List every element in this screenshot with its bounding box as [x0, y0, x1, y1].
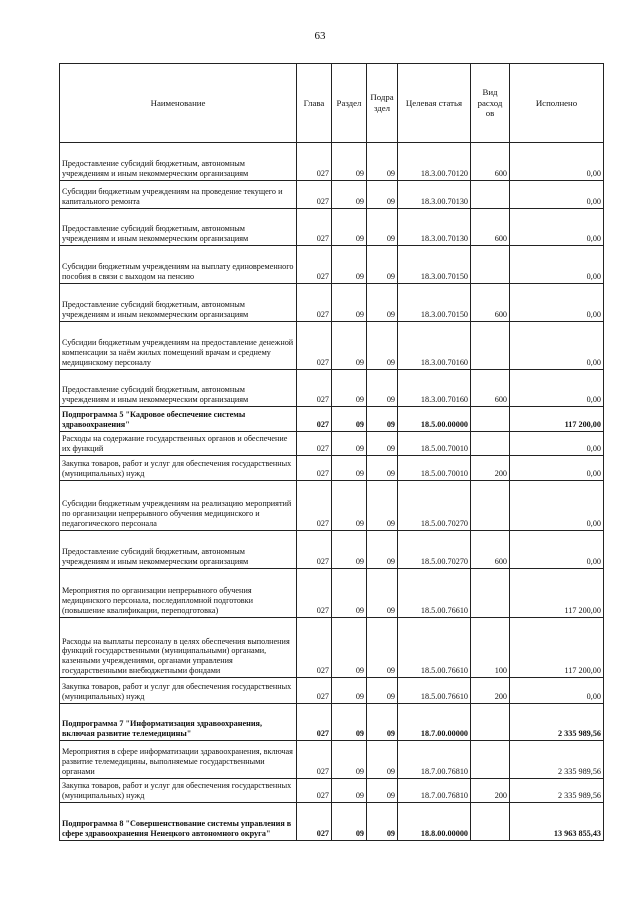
- cell-name: Предоставление субсидий бюджетным, автономным учреждениям и иным некоммерческим организациям: [60, 209, 297, 246]
- cell-vid: 600: [471, 209, 510, 246]
- cell-article: 18.5.00.70010: [398, 456, 471, 481]
- table-row: [60, 407, 604, 432]
- cell-podrazdel: 09: [367, 284, 398, 322]
- cell-vid: 600: [471, 370, 510, 407]
- cell-glava: 027: [297, 741, 332, 779]
- cell-glava: 027: [297, 531, 332, 569]
- cell-razdel: 09: [332, 284, 367, 322]
- cell-razdel: 09: [332, 569, 367, 618]
- table-row: [60, 704, 604, 741]
- table-row: [60, 246, 604, 284]
- cell-name: Закупка товаров, работ и услуг для обеспечения государственных (муниципальных) нужд: [60, 678, 297, 704]
- cell-podrazdel: 09: [367, 432, 398, 456]
- cell-razdel: 09: [332, 779, 367, 803]
- budget-table: [59, 63, 604, 841]
- cell-razdel: 09: [332, 209, 367, 246]
- cell-article: 18.5.00.70270: [398, 531, 471, 569]
- cell-vid: [471, 741, 510, 779]
- cell-podrazdel: 09: [367, 531, 398, 569]
- cell-razdel: 09: [332, 432, 367, 456]
- cell-amount: 117 200,00: [510, 407, 604, 432]
- cell-vid: [471, 322, 510, 370]
- cell-glava: 027: [297, 704, 332, 741]
- cell-glava: 027: [297, 432, 332, 456]
- cell-vid: [471, 181, 510, 209]
- table-row: [60, 803, 604, 841]
- cell-article: 18.3.00.70130: [398, 181, 471, 209]
- cell-article: 18.5.00.70270: [398, 481, 471, 531]
- cell-name: Расходы на содержание государственных органов и обеспечение их функций: [60, 432, 297, 456]
- cell-name: Предоставление субсидий бюджетным, автономным учреждениям и иным некоммерческим организациям: [60, 531, 297, 569]
- cell-name: Предоставление субсидий бюджетным, автономным учреждениям и иным некоммерческим организациям: [60, 284, 297, 322]
- cell-podrazdel: 09: [367, 741, 398, 779]
- cell-vid: [471, 803, 510, 841]
- cell-vid: 200: [471, 456, 510, 481]
- cell-vid: [471, 481, 510, 531]
- cell-vid: 600: [471, 284, 510, 322]
- cell-podrazdel: 09: [367, 678, 398, 704]
- cell-podrazdel: 09: [367, 704, 398, 741]
- cell-name: Субсидии бюджетным учреждениям на предоставление денежной компенсации за наём жилых помещений врачам и среднему медицинскому персоналу: [60, 322, 297, 370]
- table-row: [60, 456, 604, 481]
- cell-name: Закупка товаров, работ и услуг для обеспечения государственных (муниципальных) нужд: [60, 456, 297, 481]
- table-row: [60, 618, 604, 678]
- cell-article: 18.5.00.76610: [398, 569, 471, 618]
- cell-vid: 600: [471, 531, 510, 569]
- cell-razdel: 09: [332, 531, 367, 569]
- page-number: 63: [314, 30, 326, 42]
- cell-vid: 200: [471, 779, 510, 803]
- cell-amount: 2 335 989,56: [510, 779, 604, 803]
- cell-amount: 117 200,00: [510, 569, 604, 618]
- cell-amount: 0,00: [510, 432, 604, 456]
- cell-razdel: 09: [332, 741, 367, 779]
- cell-razdel: 09: [332, 803, 367, 841]
- cell-article: 18.7.00.76810: [398, 741, 471, 779]
- cell-razdel: 09: [332, 246, 367, 284]
- cell-name: Подпрограмма 8 "Совершенствование системы управления в сфере здравоохранения Ненецкого автономного округа": [60, 803, 297, 841]
- cell-glava: 027: [297, 246, 332, 284]
- cell-article: 18.3.00.70150: [398, 284, 471, 322]
- cell-glava: 027: [297, 481, 332, 531]
- cell-article: 18.3.00.70130: [398, 209, 471, 246]
- cell-vid: [471, 704, 510, 741]
- cell-amount: 0,00: [510, 531, 604, 569]
- cell-glava: 027: [297, 569, 332, 618]
- cell-vid: 200: [471, 678, 510, 704]
- cell-glava: 027: [297, 322, 332, 370]
- cell-article: 18.5.00.00000: [398, 407, 471, 432]
- cell-razdel: 09: [332, 456, 367, 481]
- cell-podrazdel: 09: [367, 481, 398, 531]
- cell-razdel: 09: [332, 407, 367, 432]
- cell-name: Расходы на выплаты персоналу в целях обеспечения выполнения функций государственными (муниципальными) органами, казенными учреждениями, органами управления государственными внебюджетными фондами: [60, 618, 297, 678]
- cell-vid: 600: [471, 143, 510, 181]
- table-row: [60, 678, 604, 704]
- cell-razdel: 09: [332, 143, 367, 181]
- cell-name: Подпрограмма 7 "Информатизация здравоохранения, включая развитие телемедицины": [60, 704, 297, 741]
- cell-name: Субсидии бюджетным учреждениям на проведение текущего и капитального ремонта: [60, 181, 297, 209]
- table-row: [60, 370, 604, 407]
- cell-amount: 0,00: [510, 246, 604, 284]
- cell-amount: 0,00: [510, 143, 604, 181]
- table-row: [60, 779, 604, 803]
- cell-vid: [471, 407, 510, 432]
- cell-podrazdel: 09: [367, 569, 398, 618]
- cell-vid: [471, 246, 510, 284]
- cell-amount: 0,00: [510, 181, 604, 209]
- cell-article: 18.5.00.76610: [398, 678, 471, 704]
- cell-razdel: 09: [332, 481, 367, 531]
- col-header-podrazdel: Подра здел: [367, 64, 398, 143]
- cell-podrazdel: 09: [367, 618, 398, 678]
- cell-razdel: 09: [332, 678, 367, 704]
- table-row: [60, 741, 604, 779]
- cell-amount: 0,00: [510, 481, 604, 531]
- cell-glava: 027: [297, 370, 332, 407]
- cell-razdel: 09: [332, 370, 367, 407]
- table-row: [60, 531, 604, 569]
- cell-amount: 0,00: [510, 456, 604, 481]
- cell-name: Предоставление субсидий бюджетным, автономным учреждениям и иным некоммерческим организациям: [60, 143, 297, 181]
- table-row: [60, 432, 604, 456]
- col-header-name: Наименование: [60, 64, 297, 143]
- cell-article: 18.3.00.70120: [398, 143, 471, 181]
- cell-podrazdel: 09: [367, 779, 398, 803]
- cell-article: 18.8.00.00000: [398, 803, 471, 841]
- table-row: [60, 209, 604, 246]
- cell-amount: 0,00: [510, 322, 604, 370]
- cell-podrazdel: 09: [367, 803, 398, 841]
- cell-razdel: 09: [332, 704, 367, 741]
- cell-glava: 027: [297, 618, 332, 678]
- cell-vid: [471, 569, 510, 618]
- cell-podrazdel: 09: [367, 181, 398, 209]
- cell-amount: 0,00: [510, 678, 604, 704]
- cell-podrazdel: 09: [367, 407, 398, 432]
- cell-article: 18.5.00.76610: [398, 618, 471, 678]
- col-header-article: Целевая статья: [398, 64, 471, 143]
- table-row: [60, 481, 604, 531]
- cell-article: 18.7.00.00000: [398, 704, 471, 741]
- cell-amount: 0,00: [510, 209, 604, 246]
- cell-glava: 027: [297, 803, 332, 841]
- cell-article: 18.5.00.70010: [398, 432, 471, 456]
- cell-article: 18.7.00.76810: [398, 779, 471, 803]
- table-row: [60, 143, 604, 181]
- col-header-amount: Исполнено: [510, 64, 604, 143]
- cell-podrazdel: 09: [367, 143, 398, 181]
- cell-amount: 0,00: [510, 370, 604, 407]
- cell-vid: 100: [471, 618, 510, 678]
- cell-article: 18.3.00.70160: [398, 370, 471, 407]
- table-row: [60, 569, 604, 618]
- cell-name: Закупка товаров, работ и услуг для обеспечения государственных (муниципальных) нужд: [60, 779, 297, 803]
- cell-glava: 027: [297, 181, 332, 209]
- cell-podrazdel: 09: [367, 246, 398, 284]
- col-header-razdel: Раздел: [332, 64, 367, 143]
- cell-article: 18.3.00.70150: [398, 246, 471, 284]
- cell-name: Мероприятия по организации непрерывного обучения медицинского персонала, последипломной подготовки (повышение квалификации, переподготовка): [60, 569, 297, 618]
- cell-name: Предоставление субсидий бюджетным, автономным учреждениям и иным некоммерческим организациям: [60, 370, 297, 407]
- cell-glava: 027: [297, 678, 332, 704]
- cell-name: Субсидии бюджетным учреждениям на выплату единовременного пособия в связи с выходом на пенсию: [60, 246, 297, 284]
- cell-podrazdel: 09: [367, 456, 398, 481]
- table-row: [60, 181, 604, 209]
- cell-amount: 2 335 989,56: [510, 704, 604, 741]
- cell-glava: 027: [297, 284, 332, 322]
- col-header-vid: Вид расход ов: [471, 64, 510, 143]
- cell-vid: [471, 432, 510, 456]
- cell-podrazdel: 09: [367, 209, 398, 246]
- cell-amount: 0,00: [510, 284, 604, 322]
- cell-razdel: 09: [332, 322, 367, 370]
- cell-razdel: 09: [332, 181, 367, 209]
- cell-glava: 027: [297, 209, 332, 246]
- cell-podrazdel: 09: [367, 370, 398, 407]
- cell-glava: 027: [297, 456, 332, 481]
- table-row: [60, 284, 604, 322]
- cell-amount: 13 963 855,43: [510, 803, 604, 841]
- table-header-row: [60, 64, 604, 143]
- cell-razdel: 09: [332, 618, 367, 678]
- table-row: [60, 322, 604, 370]
- cell-amount: 117 200,00: [510, 618, 604, 678]
- cell-name: Мероприятия в сфере информатизации здравоохранения, включая развитие телемедицины, выполняемые государственными органами: [60, 741, 297, 779]
- cell-glava: 027: [297, 143, 332, 181]
- cell-amount: 2 335 989,56: [510, 741, 604, 779]
- cell-name: Подпрограмма 5 "Кадровое обеспечение системы здравоохранения": [60, 407, 297, 432]
- cell-name: Субсидии бюджетным учреждениям на реализацию мероприятий по организации непрерывного обучения медицинского и педагогического персонала: [60, 481, 297, 531]
- cell-glava: 027: [297, 779, 332, 803]
- cell-article: 18.3.00.70160: [398, 322, 471, 370]
- cell-glava: 027: [297, 407, 332, 432]
- cell-podrazdel: 09: [367, 322, 398, 370]
- col-header-glava: Глава: [297, 64, 332, 143]
